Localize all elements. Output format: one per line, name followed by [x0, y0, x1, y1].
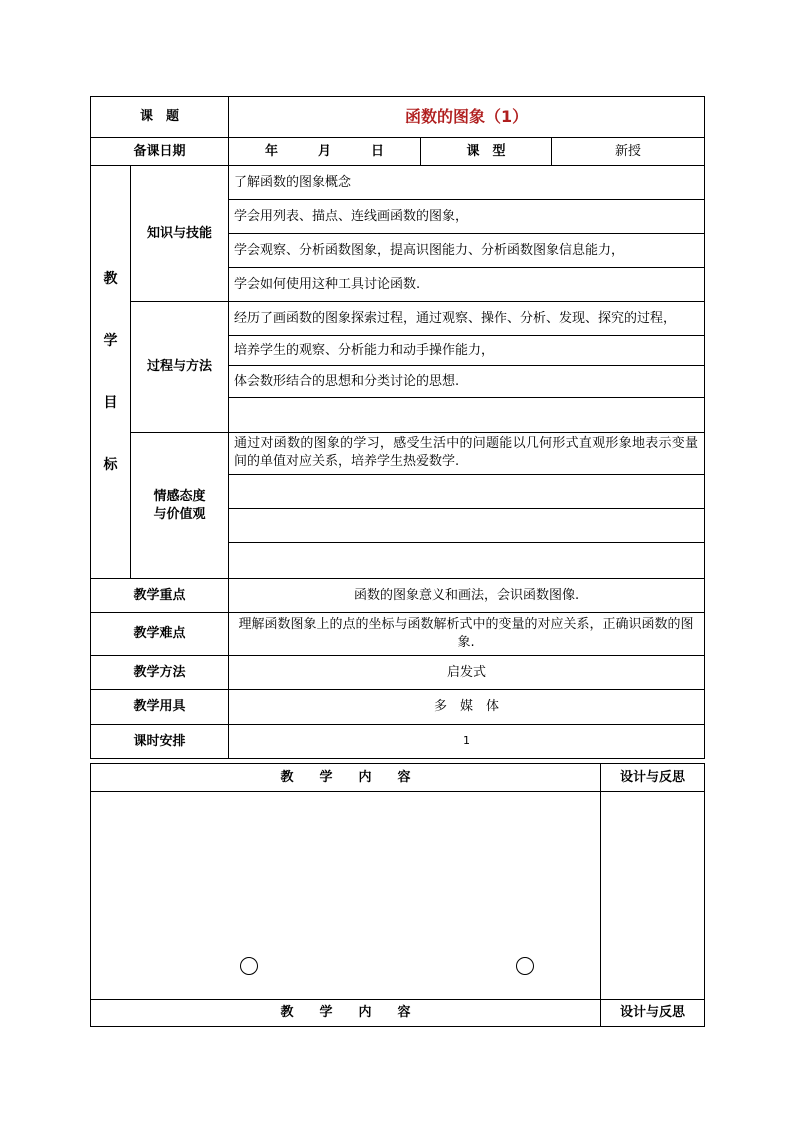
reflection-header: 设计与反思: [601, 764, 705, 792]
objectives-char: 目: [103, 395, 118, 411]
key-point-label: 教学重点: [91, 579, 229, 613]
lesson-type-label: 课 型: [421, 138, 552, 166]
process-item: 经历了画函数的图象探索过程，通过观察、操作、分析、发现、探究的过程，: [229, 302, 705, 336]
tools-label: 教学用具: [91, 690, 229, 725]
content-header: 教 学 内 容: [91, 764, 601, 792]
method-value: 启发式: [229, 656, 705, 690]
circle-mark-left: [240, 957, 258, 975]
reflection-header-2: 设计与反思: [601, 1000, 705, 1027]
content-header-2: 教 学 内 容: [91, 1000, 601, 1027]
knowledge-item: 学会观察、分析函数图象，提高识图能力、分析函数图象信息能力，: [229, 234, 705, 268]
attitude-item: [229, 509, 705, 543]
process-item: [229, 398, 705, 433]
hours-label: 课时安排: [91, 725, 229, 759]
process-item: 培养学生的观察、分析能力和动手操作能力，: [229, 336, 705, 366]
attitude-values-label-line1: 情感态度: [153, 488, 206, 504]
knowledge-skills-label: 知识与技能: [131, 166, 229, 302]
attitude-values-label-line2: 与价值观: [153, 506, 206, 522]
difficulty-label: 教学难点: [91, 613, 229, 656]
date-year: 年: [264, 143, 278, 159]
knowledge-item: 学会如何使用这种工具讨论函数.: [229, 268, 705, 302]
topic-label: 课 题: [91, 97, 229, 138]
process-methods-label: 过程与方法: [131, 302, 229, 433]
knowledge-item: 学会用列表、描点、连线画函数的图象，: [229, 200, 705, 234]
key-point-value: 函数的图象意义和画法，会识函数图像.: [229, 579, 705, 613]
objectives-char: 学: [103, 333, 118, 349]
reflection-area: [601, 792, 705, 1000]
difficulty-value: 理解函数图象上的点的坐标与函数解析式中的变量的对应关系，正确识函数的图象.: [229, 613, 705, 656]
hours-value: 1: [229, 725, 705, 759]
lesson-type-value: 新授: [552, 138, 705, 166]
lesson-title: 函数的图象（1）: [229, 97, 705, 138]
method-label: 教学方法: [91, 656, 229, 690]
attitude-item: [229, 543, 705, 579]
attitude-item: [229, 475, 705, 509]
teaching-content-table: [90, 763, 705, 1027]
objectives-char: 标: [103, 457, 118, 473]
knowledge-item: 了解函数的图象概念: [229, 166, 705, 200]
date-day: 日: [371, 143, 385, 159]
date-month: 月: [318, 143, 332, 159]
objectives-char: 教: [103, 271, 118, 287]
lesson-plan-table: [90, 96, 705, 759]
prep-date-label: 备课日期: [91, 138, 229, 166]
tools-value: 多 媒 体: [229, 690, 705, 725]
circle-mark-right: [516, 957, 534, 975]
attitude-values-label: [131, 433, 229, 579]
process-item: 体会数形结合的思想和分类讨论的思想.: [229, 366, 705, 398]
objectives-section-label: [91, 166, 131, 579]
prep-date-value: [229, 138, 421, 166]
attitude-item: 通过对函数的图象的学习，感受生活中的问题能以几何形式直观形象地表示变量间的单值对应关系，培养学生热爱数学.: [229, 433, 705, 475]
